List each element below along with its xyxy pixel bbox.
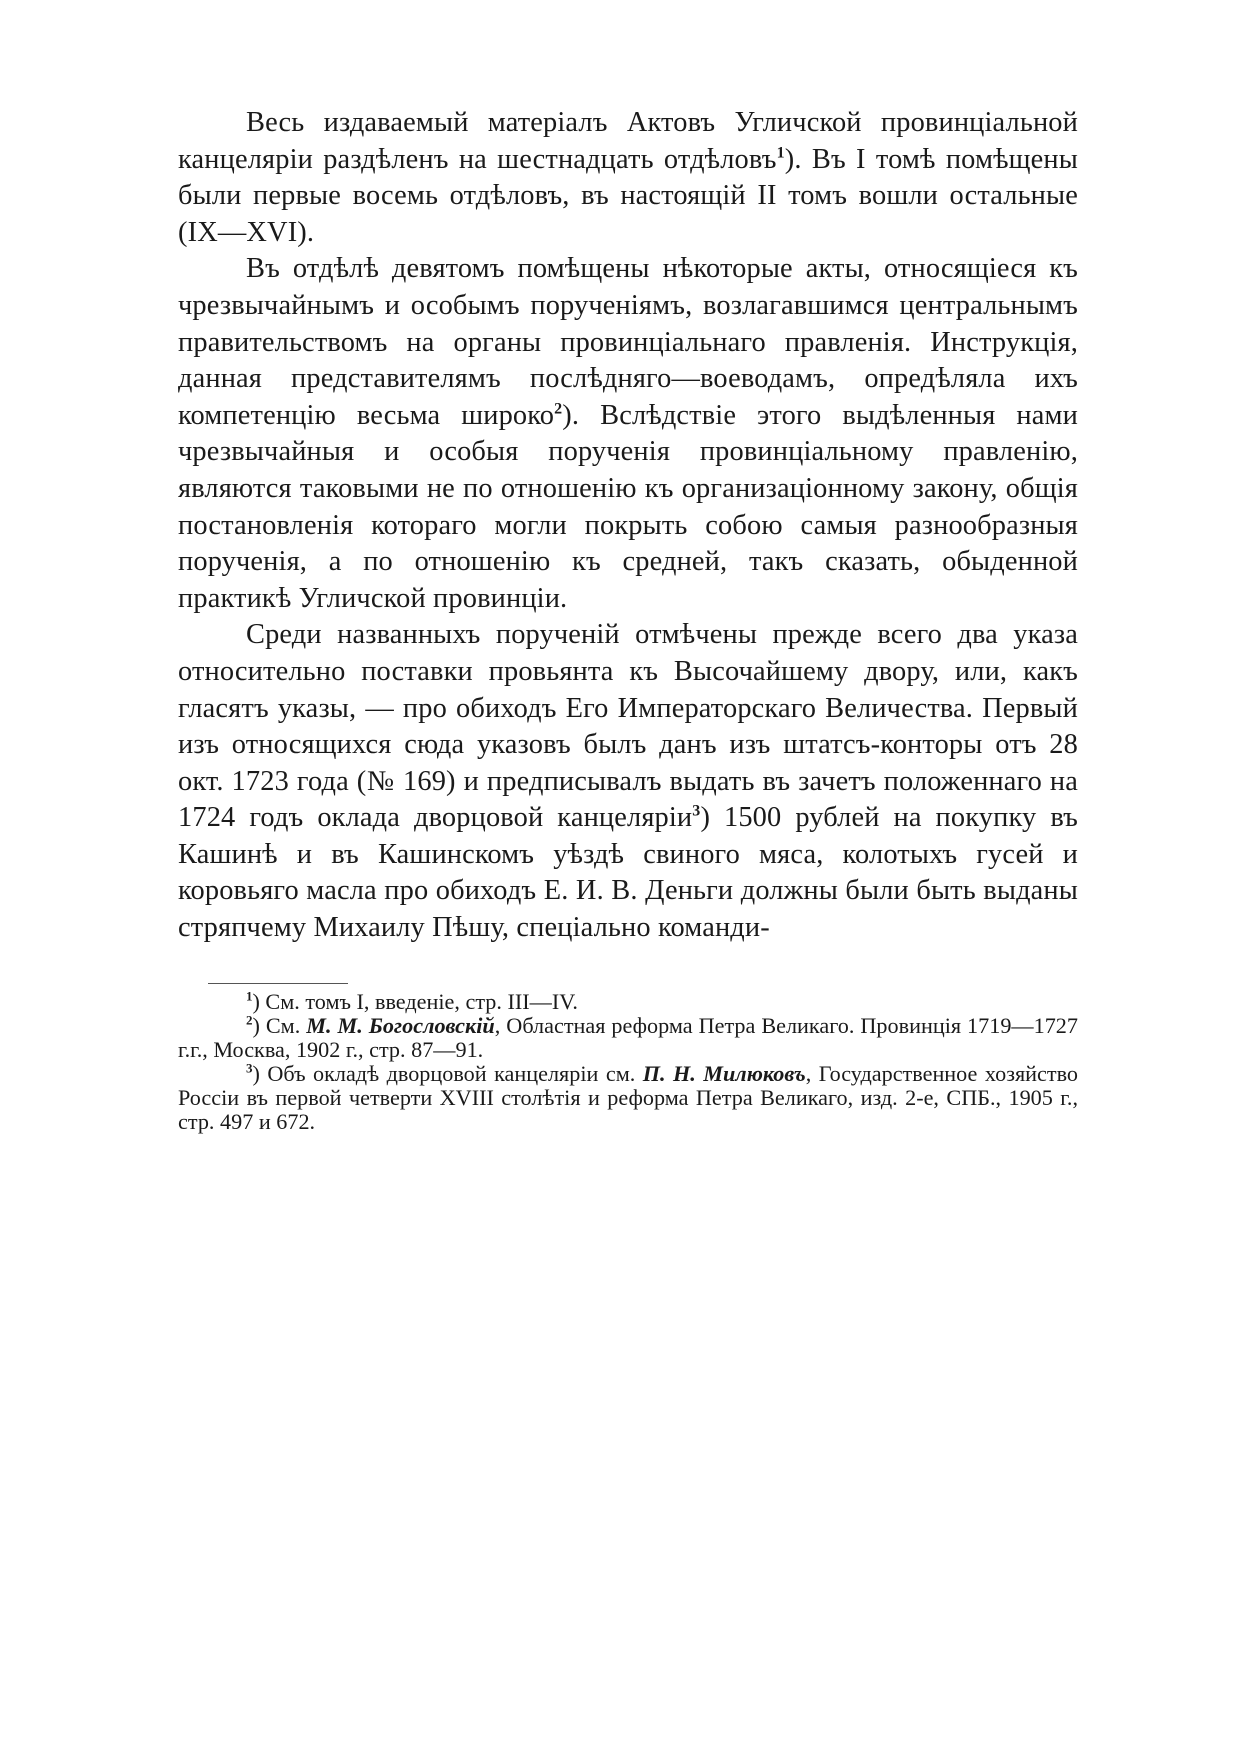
main-text — [178, 105, 1078, 947]
paragraph-3-text-b: ) 1500 рублей на покупку въ Кашинѣ и въ Кашинскомъ уѣздѣ свиного мяса, колотыхъ гусей и коровьяго масла про обиходъ Е. И. В. Деньги должны были быть выданы стряпчему Михаилу Пѣшу, спеціально команди- — [178, 802, 1078, 944]
footnote-2-mark: 2 — [246, 1012, 253, 1028]
footnote-1-mark: 1 — [246, 988, 253, 1004]
footnote-2-text-pre: ) См. — [252, 1012, 307, 1038]
footnote-3-mark: 3 — [246, 1060, 253, 1076]
footnote-1-text: ) См. томъ I, введеніе, стр. III—IV. — [252, 988, 578, 1014]
footnote-ref-2: 2 — [554, 400, 563, 418]
footnotes — [178, 990, 1078, 1134]
footnote-2-text-post: , Областная реформа Петра Великаго. Провинція 1719—1727 г.г., Москва, 1902 г., стр. 87—91. — [178, 1012, 1078, 1062]
footnote-3-text-pre: ) Объ окладѣ дворцовой канцеляріи см. — [252, 1060, 643, 1086]
footnote-2 — [178, 1014, 1078, 1062]
document-page — [178, 105, 1078, 1134]
paragraph-2 — [178, 251, 1078, 617]
footnote-1 — [178, 990, 1078, 1014]
footnote-3-text-post: , Государственное хозяйство Россіи въ первой четверти XVIII столѣтія и реформа Петра Великаго, изд. 2-е, СПБ., 1905 г., стр. 497 и 672. — [178, 1060, 1078, 1134]
paragraph-1-text-b: ). Въ I томѣ помѣщены были первые восемь отдѣловъ, въ настоящій II томъ вошли остальные (IX—XVI). — [178, 143, 1078, 248]
paragraph-3 — [178, 617, 1078, 946]
footnote-2-author: М. М. Богословскій — [306, 1012, 495, 1038]
paragraph-1-text-a: Весь издаваемый матеріалъ Актовъ Угличской провинціальной канцеляріи раздѣленъ на шестнадцать отдѣловъ — [178, 107, 1078, 175]
paragraph-3-text-a: Среди названныхъ порученій отмѣчены прежде всего два указа относительно поставки провьянта къ Высочайшему двору, или, какъ гласятъ указы, — про обиходъ Его Императорскаго Величества. Первый изъ относящихся сюда указовъ былъ данъ изъ штатсъ-конторы отъ 28 окт. 1723 года (№ 169) и предписывалъ выдать въ зачетъ положеннаго на 1724 годъ оклада дворцовой канцеляріи — [178, 619, 1078, 834]
footnote-3 — [178, 1062, 1078, 1134]
footnote-3-author: П. Н. Милюковъ — [642, 1060, 806, 1086]
paragraph-2-text-a: Въ отдѣлѣ девятомъ помѣщены нѣкоторые акты, относящіеся къ чрезвычайнымъ и особымъ порученіямъ, возлагавшимся центральнымъ правительствомъ на органы провинціальнаго правленія. Инструкція, данная представителямъ послѣдняго—воеводамъ, опредѣляла ихъ компетенцію весьма широко — [178, 253, 1078, 431]
paragraph-2-text-b: ). Вслѣдствіе этого выдѣленныя нами чрезвычайныя и особыя порученія провинціальному правленію, являются таковыми не по отношенію къ организаціонному закону, общія постановленія котораго могли покрыть собою самыя разнообразныя порученія, а по отношенію къ средней, такъ сказать, обыденной практикѣ Угличской провинціи. — [178, 399, 1078, 614]
footnote-divider — [208, 983, 348, 984]
footnote-ref-3: 3 — [692, 802, 701, 820]
footnote-ref-1: 1 — [776, 144, 785, 162]
paragraph-1 — [178, 105, 1078, 251]
